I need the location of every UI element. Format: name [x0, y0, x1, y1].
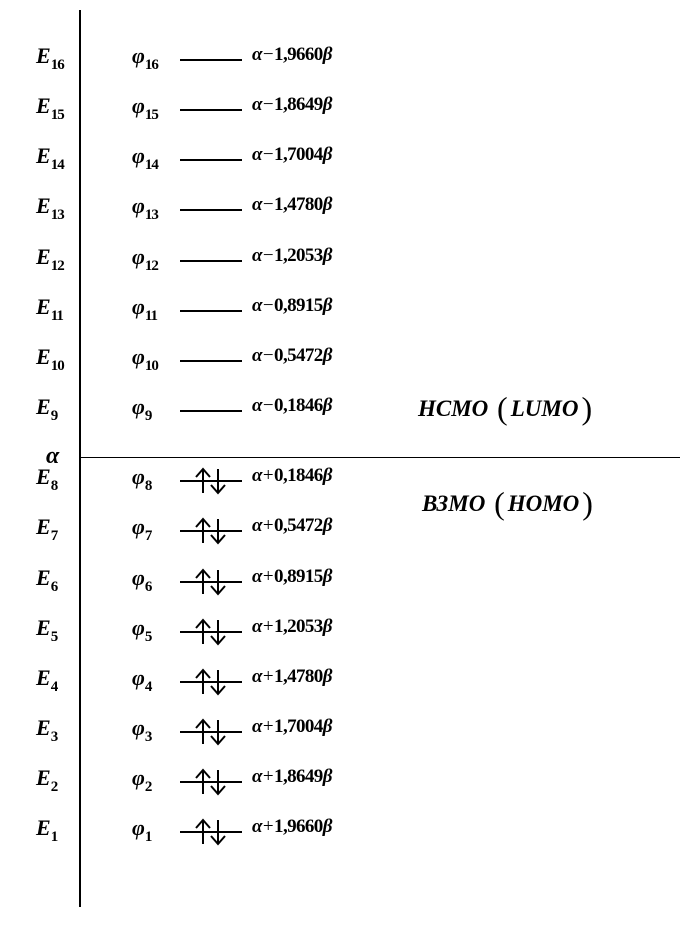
- energy-value: [252, 565, 332, 589]
- energy-label: [36, 345, 64, 372]
- energy-level-line: [180, 260, 242, 262]
- energy-label: [36, 144, 64, 171]
- energy-index: 7: [50, 528, 58, 544]
- energy-value: [252, 294, 332, 318]
- electron-pair-icon: [191, 466, 231, 496]
- homo-label: [422, 485, 596, 521]
- homo-paren-close: ): [582, 485, 593, 521]
- orbital-index: 12: [144, 258, 158, 274]
- energy-level-row: [0, 194, 700, 234]
- alpha-symbol: α: [252, 395, 262, 416]
- alpha-label: α: [46, 443, 60, 469]
- beta-symbol: β: [322, 395, 332, 416]
- orbital-symbol: φ: [132, 244, 144, 269]
- homo-en: HOMO: [507, 491, 580, 516]
- beta-symbol: β: [322, 194, 332, 215]
- lumo-label: [418, 390, 595, 426]
- sign: −: [262, 345, 274, 366]
- sign: −: [262, 44, 274, 65]
- energy-symbol: E: [36, 244, 50, 269]
- coefficient: 1,4780: [274, 194, 323, 215]
- sign: +: [262, 716, 274, 737]
- sign: −: [262, 94, 274, 115]
- energy-symbol: E: [36, 464, 50, 489]
- electron-pair-icon: [191, 667, 231, 697]
- orbital-symbol: φ: [132, 464, 144, 489]
- orbital-index: 8: [144, 478, 152, 494]
- energy-symbol: E: [36, 344, 50, 369]
- beta-symbol: β: [322, 144, 332, 165]
- energy-value: [252, 514, 332, 538]
- coefficient: 1,2053: [274, 245, 323, 266]
- orbital-symbol: φ: [132, 765, 144, 790]
- alpha-symbol: α: [252, 716, 262, 737]
- orbital-index: 10: [144, 358, 158, 374]
- energy-value: [252, 765, 332, 789]
- alpha-symbol: α: [252, 515, 262, 536]
- energy-index: 10: [50, 358, 64, 374]
- alpha-symbol: α: [252, 144, 262, 165]
- alpha-symbol: α: [252, 816, 262, 837]
- energy-level-row: [0, 44, 700, 84]
- orbital-index: 5: [144, 629, 152, 645]
- energy-value: [252, 715, 332, 739]
- beta-symbol: β: [322, 666, 332, 687]
- orbital-index: 15: [144, 107, 158, 123]
- orbital-label: [132, 566, 151, 593]
- energy-index: 1: [50, 829, 58, 845]
- energy-symbol: E: [36, 193, 50, 218]
- energy-index: 11: [50, 308, 63, 324]
- energy-index: 3: [50, 729, 58, 745]
- energy-symbol: E: [36, 665, 50, 690]
- orbital-label: [132, 194, 158, 221]
- energy-level-line: [180, 59, 242, 61]
- orbital-label: [132, 94, 158, 121]
- energy-level-row: [0, 816, 700, 856]
- orbital-index: 1: [144, 829, 152, 845]
- energy-index: 5: [50, 629, 58, 645]
- sign: −: [262, 295, 274, 316]
- energy-label: [36, 816, 57, 843]
- beta-symbol: β: [322, 245, 332, 266]
- energy-index: 9: [50, 408, 58, 424]
- energy-label: [36, 44, 64, 71]
- energy-label: [36, 245, 64, 272]
- energy-level-line: [180, 209, 242, 211]
- energy-index: 6: [50, 579, 58, 595]
- beta-symbol: β: [322, 816, 332, 837]
- orbital-label: [132, 716, 151, 743]
- energy-label: [36, 616, 57, 643]
- orbital-label: [132, 465, 151, 492]
- energy-index: 2: [50, 779, 58, 795]
- orbital-symbol: φ: [132, 565, 144, 590]
- orbital-label: [132, 616, 151, 643]
- coefficient: 1,7004: [274, 144, 323, 165]
- energy-symbol: E: [36, 514, 50, 539]
- energy-value: [252, 93, 332, 117]
- energy-label: [36, 515, 57, 542]
- energy-index: 14: [50, 157, 64, 173]
- sign: +: [262, 616, 274, 637]
- coefficient: 1,8649: [274, 94, 323, 115]
- energy-index: 12: [50, 258, 64, 274]
- alpha-reference-line: [80, 457, 680, 458]
- energy-level-row: [0, 295, 700, 335]
- electron-pair-icon: [191, 516, 231, 546]
- coefficient: 0,8915: [274, 566, 323, 587]
- energy-symbol: E: [36, 615, 50, 640]
- coefficient: 1,7004: [274, 716, 323, 737]
- alpha-symbol: α: [252, 94, 262, 115]
- energy-level-line: [180, 159, 242, 161]
- orbital-label: [132, 44, 158, 71]
- energy-value: [252, 615, 332, 639]
- sign: +: [262, 816, 274, 837]
- sign: −: [262, 395, 274, 416]
- energy-symbol: E: [36, 565, 50, 590]
- energy-symbol: E: [36, 43, 50, 68]
- sign: −: [262, 144, 274, 165]
- electron-pair-icon: [191, 817, 231, 847]
- energy-level-line: [180, 109, 242, 111]
- energy-symbol: E: [36, 394, 50, 419]
- energy-level-line: [180, 360, 242, 362]
- orbital-label: [132, 666, 151, 693]
- sign: +: [262, 515, 274, 536]
- alpha-symbol: α: [252, 666, 262, 687]
- beta-symbol: β: [322, 44, 332, 65]
- electron-pair-icon: [191, 567, 231, 597]
- orbital-index: 11: [144, 308, 158, 324]
- coefficient: 0,8915: [274, 295, 323, 316]
- alpha-symbol: α: [252, 345, 262, 366]
- beta-symbol: β: [322, 345, 332, 366]
- energy-level-row: [0, 345, 700, 385]
- orbital-symbol: φ: [132, 43, 144, 68]
- energy-label: [36, 295, 63, 322]
- energy-level-row: [0, 666, 700, 706]
- orbital-index: 16: [144, 57, 158, 73]
- orbital-index: 2: [144, 779, 152, 795]
- energy-value: [252, 464, 332, 488]
- sign: +: [262, 465, 274, 486]
- beta-symbol: β: [322, 566, 332, 587]
- orbital-symbol: φ: [132, 143, 144, 168]
- orbital-index: 9: [144, 408, 152, 424]
- orbital-label: [132, 345, 158, 372]
- orbital-index: 14: [144, 157, 158, 173]
- orbital-symbol: φ: [132, 344, 144, 369]
- beta-symbol: β: [322, 465, 332, 486]
- energy-level-row: [0, 94, 700, 134]
- energy-symbol: E: [36, 294, 50, 319]
- beta-symbol: β: [322, 515, 332, 536]
- energy-symbol: E: [36, 715, 50, 740]
- energy-index: 15: [50, 107, 64, 123]
- orbital-symbol: φ: [132, 93, 144, 118]
- alpha-symbol: α: [252, 766, 262, 787]
- orbital-symbol: φ: [132, 665, 144, 690]
- sign: +: [262, 666, 274, 687]
- energy-value: [252, 244, 332, 268]
- orbital-index: 3: [144, 729, 152, 745]
- energy-index: 8: [50, 478, 58, 494]
- orbital-index: 7: [144, 528, 152, 544]
- orbital-label: [132, 766, 151, 793]
- orbital-label: [132, 144, 158, 171]
- coefficient: 1,4780: [274, 666, 323, 687]
- coefficient: 1,9660: [274, 44, 323, 65]
- orbital-symbol: φ: [132, 294, 144, 319]
- orbital-label: [132, 515, 151, 542]
- energy-level-line: [180, 410, 242, 412]
- alpha-symbol: α: [252, 295, 262, 316]
- energy-level-row: [0, 515, 700, 555]
- energy-symbol: E: [36, 765, 50, 790]
- energy-symbol: E: [36, 93, 50, 118]
- alpha-symbol: α: [252, 44, 262, 65]
- coefficient: 1,8649: [274, 766, 323, 787]
- beta-symbol: β: [322, 716, 332, 737]
- lumo-paren-close: ): [581, 390, 593, 426]
- orbital-symbol: φ: [132, 394, 144, 419]
- beta-symbol: β: [322, 616, 332, 637]
- alpha-symbol: α: [252, 566, 262, 587]
- energy-index: 4: [50, 679, 58, 695]
- orbital-index: 13: [144, 207, 158, 223]
- orbital-symbol: φ: [132, 514, 144, 539]
- orbital-label: [132, 245, 158, 272]
- alpha-symbol: α: [252, 616, 262, 637]
- orbital-label: [132, 395, 151, 422]
- coefficient: 0,5472: [274, 515, 323, 536]
- orbital-index: 4: [144, 679, 152, 695]
- energy-level-row: [0, 716, 700, 756]
- energy-label: [36, 566, 57, 593]
- orbital-symbol: φ: [132, 715, 144, 740]
- energy-value: [252, 193, 332, 217]
- energy-label: [36, 94, 64, 121]
- alpha-symbol: α: [252, 245, 262, 266]
- energy-level-row: [0, 616, 700, 656]
- coefficient: 0,1846: [274, 465, 323, 486]
- energy-label: [36, 465, 57, 492]
- energy-level-row: [0, 144, 700, 184]
- energy-label: [36, 666, 57, 693]
- orbital-index: 6: [144, 579, 152, 595]
- energy-label: [36, 766, 57, 793]
- sign: +: [262, 766, 274, 787]
- sign: −: [262, 194, 274, 215]
- energy-index: 13: [50, 207, 64, 223]
- orbital-label: [132, 816, 151, 843]
- alpha-symbol: α: [252, 465, 262, 486]
- energy-level-row: [0, 766, 700, 806]
- energy-value: [252, 143, 332, 167]
- sign: +: [262, 566, 274, 587]
- sign: −: [262, 245, 274, 266]
- electron-pair-icon: [191, 617, 231, 647]
- energy-value: [252, 344, 332, 368]
- lumo-paren-open: (: [497, 390, 508, 426]
- energy-level-row: [0, 566, 700, 606]
- energy-label: [36, 716, 57, 743]
- lumo-en: LUMO: [510, 396, 579, 421]
- coefficient: 1,9660: [274, 816, 323, 837]
- energy-index: 16: [50, 57, 64, 73]
- coefficient: 0,1846: [274, 395, 323, 416]
- beta-symbol: β: [322, 295, 332, 316]
- energy-value: [252, 815, 332, 839]
- homo-ru: ВЗМО: [422, 491, 486, 516]
- energy-value: [252, 394, 332, 418]
- orbital-symbol: φ: [132, 815, 144, 840]
- homo-paren-open: (: [494, 485, 505, 521]
- coefficient: 0,5472: [274, 345, 323, 366]
- energy-label: [36, 395, 57, 422]
- energy-symbol: E: [36, 815, 50, 840]
- energy-symbol: E: [36, 143, 50, 168]
- orbital-symbol: φ: [132, 615, 144, 640]
- beta-symbol: β: [322, 94, 332, 115]
- energy-label: [36, 194, 64, 221]
- electron-pair-icon: [191, 767, 231, 797]
- energy-value: [252, 665, 332, 689]
- energy-value: [252, 43, 332, 67]
- alpha-symbol: α: [252, 194, 262, 215]
- energy-level-line: [180, 310, 242, 312]
- electron-pair-icon: [191, 717, 231, 747]
- energy-level-row: [0, 245, 700, 285]
- orbital-label: [132, 295, 157, 322]
- orbital-symbol: φ: [132, 193, 144, 218]
- beta-symbol: β: [322, 766, 332, 787]
- lumo-ru: НСМО: [418, 396, 489, 421]
- coefficient: 1,2053: [274, 616, 323, 637]
